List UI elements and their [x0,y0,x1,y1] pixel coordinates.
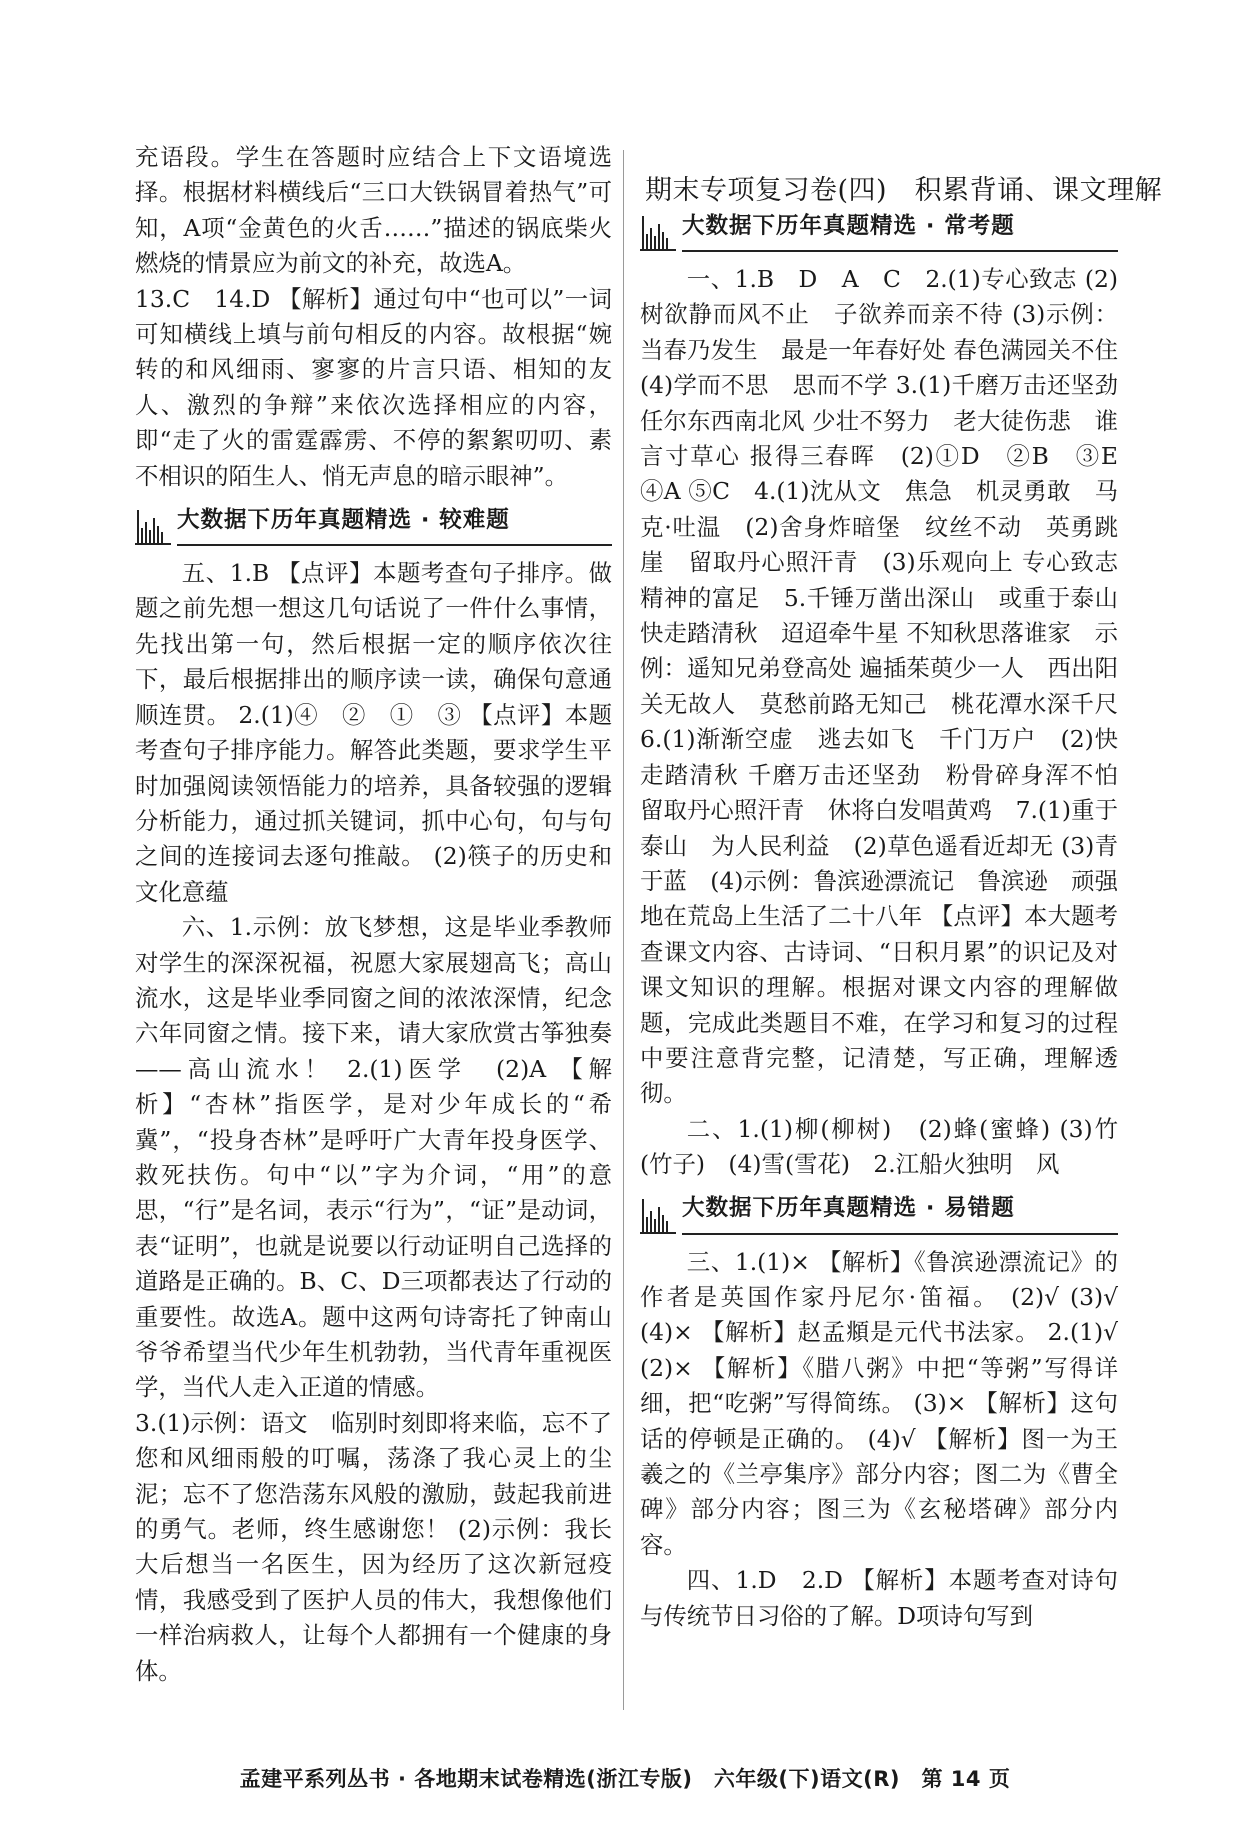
bar-chart-icon [135,506,171,546]
section-header [135,500,612,546]
answer-paragraph: 3.(1)示例：语文 临别时刻即将来临，忘不了您和风细雨般的叮嘱，荡涤了我心灵上的尘泥；忘不了您浩荡东风般的激励，鼓起我前进的勇气。老师，终生感谢您！ (2)示例：我长大后想当一名医生，因为经历了这次新冠疫情，我感受到了医护人员的伟大，我想像他们一样治病救人，让每个人都拥有一个健康的身体。 [135,1408,612,1685]
page-footer: 孟建平系列丛书 · 各地期末试卷精选(浙江专版) 六年级(下)语文(R) 第 14 页 [239,1767,1011,1791]
section-title: 大数据下历年真题精选 · 较难题 [177,503,612,546]
section-title: 大数据下历年真题精选 · 易错题 [682,1191,1118,1234]
answer-paragraph: 五、1.B 【点评】本题考查句子排序。做题之前先想一想这几句话说了一件什么事情，先找出第一句，然后根据一定的顺序依次往下，最后根据排出的顺序读一读，确保句意通顺连贯。 2.(1)④ ② ① ③ 【点评】本题考查句子排序能力。解答此类题，要求学生平时加强阅读领悟能力的培养，具备较强的逻辑分析能力，通过抓关键词，抓中心句，句与句之间的连接词去逐句推敲。 (2)筷子的历史和文化意蕴 [135,559,612,906]
section-header [640,1189,1118,1235]
section-title: 大数据下历年真题精选 · 常考题 [682,209,1118,252]
section-header [640,206,1118,252]
answer-paragraph: 13.C 14.D 【解析】通过句中“也可以”一词可知横线上填与前句相反的内容。故根据“婉转的和风细雨、寥寥的片言只语、相知的友人、激烈的争辩”来依次选择相应的内容，即“走了火的雷霆霹雳、不停的絮絮叨叨、素不相识的陌生人、悄无声息的暗示眼神”。 [135,284,612,490]
answer-paragraph: 二、1.(1)柳(柳树) (2)蜂(蜜蜂) (3)竹(竹子) (4)雪(雪花) 2.江船火独明 风 [640,1114,1118,1179]
column-divider [623,150,624,1710]
bar-chart-icon [640,1195,676,1235]
answer-paragraph: 四、1.D 2.D 【解析】本题考查对诗句与传统节日习俗的了解。D项诗句写到 [640,1566,1118,1630]
answer-paragraph: 一、1.B D A C 2.(1)专心致志 (2)树欲静而风不止 子欲养而亲不待 (3)示例：当春乃发生 最是一年春好处 春色满园关不住 (4)学而不思 思而不学 3.(1)千磨万击还坚劲 任尔东西南北风 少壮不努力 老大徒伤悲 谁言寸草心 报得三春晖 (2)①D ②B ③E ④A ⑤C 4.(1)沈从文 焦急 机灵勇敢 马克·吐温 (2)舍身炸暗堡 纹丝不动 英勇跳崖 留取丹心照汗青 (3)乐观向上 专心致志 精神的富足 5.千锤万凿出深山 或重于泰山 快走踏清秋 迢迢牵牛星 不知秋思落谁家 示例：遥知兄弟登高处 遍插茱萸少一人 西出阳关无故人 莫愁前路无知己 桃花潭水深千尺 6.(1)渐渐空虚 逃去如飞 千门万户 (2)快走踏清秋 千磨万击还坚劲 粉骨碎身浑不怕 留取丹心照汗青 休将白发唱黄鸡 7.(1)重于泰山 为人民利益 (2)草色遥看近却无 (3)青于蓝 (4)示例：鲁滨逊漂流记 鲁滨逊 顽强地在荒岛上生活了二十八年 【点评】本大题考查课文内容、古诗词、“日积月累”的识记及对课文知识的理解。根据对课文内容的理解做题，完成此类题目不难，在学习和复习的过程中要注意背完整，记清楚，写正确，理解透彻。 [640,265,1142,1108]
answer-paragraph: 充语段。学生在答题时应结合上下文语境选择。根据材料横线后“三口大铁锅冒着热气”可知，A项“金黄色的火舌……”描述的锅底柴火燃烧的情景应为前文的补充，故选A。 [135,143,612,278]
answer-paragraph: 六、1.示例：放飞梦想，这是毕业季教师对学生的深深祝福，祝愿大家展翅高飞；高山流水，这是毕业季同窗之间的浓浓深情，纪念六年同窗之情。接下来，请大家欣赏古筝独奏——高山流水！ 2.(1)医学 (2)A 【解析】“杏林”指医学，是对少年成长的“希冀”，“投身杏林”是呼吁广大青年投身医学、救死扶伤。句中“以”字为介词，“用”的意思，“行”是名词，表示“行为”，“证”是动词，表“证明”，也就是说要以行动证明自己选择的道路是正确的。B、C、D三项都表达了行动的重要性。故选A。题中这两句诗寄托了钟南山爷爷希望当代少年生机勃勃，当代青年重视医学，当代人走入正道的情感。 [135,913,612,1402]
left-column [135,140,612,1689]
answer-paragraph: 三、1.(1)× 【解析】《鲁滨逊漂流记》的作者是英国作家丹尼尔·笛福。 (2)√ (3)√ (4)× 【解析】赵孟頫是元代书法家。 2.(1)√ (2)× 【解析】《腊八粥》中把“等粥”写得详细，把“吃粥”写得简练。 (3)× 【解析】这句话的停顿是正确的。 (4)√ 【解析】图一为王羲之的《兰亭集序》部分内容；图二为《曹全碑》部分内容；图三为《玄秘塔碑》部分内容。 [640,1247,1142,1559]
chapter-title: 期末专项复习卷(四) 积累背诵、课文理解 [645,175,1163,206]
bar-chart-icon [640,212,676,252]
right-column [640,200,1142,1634]
